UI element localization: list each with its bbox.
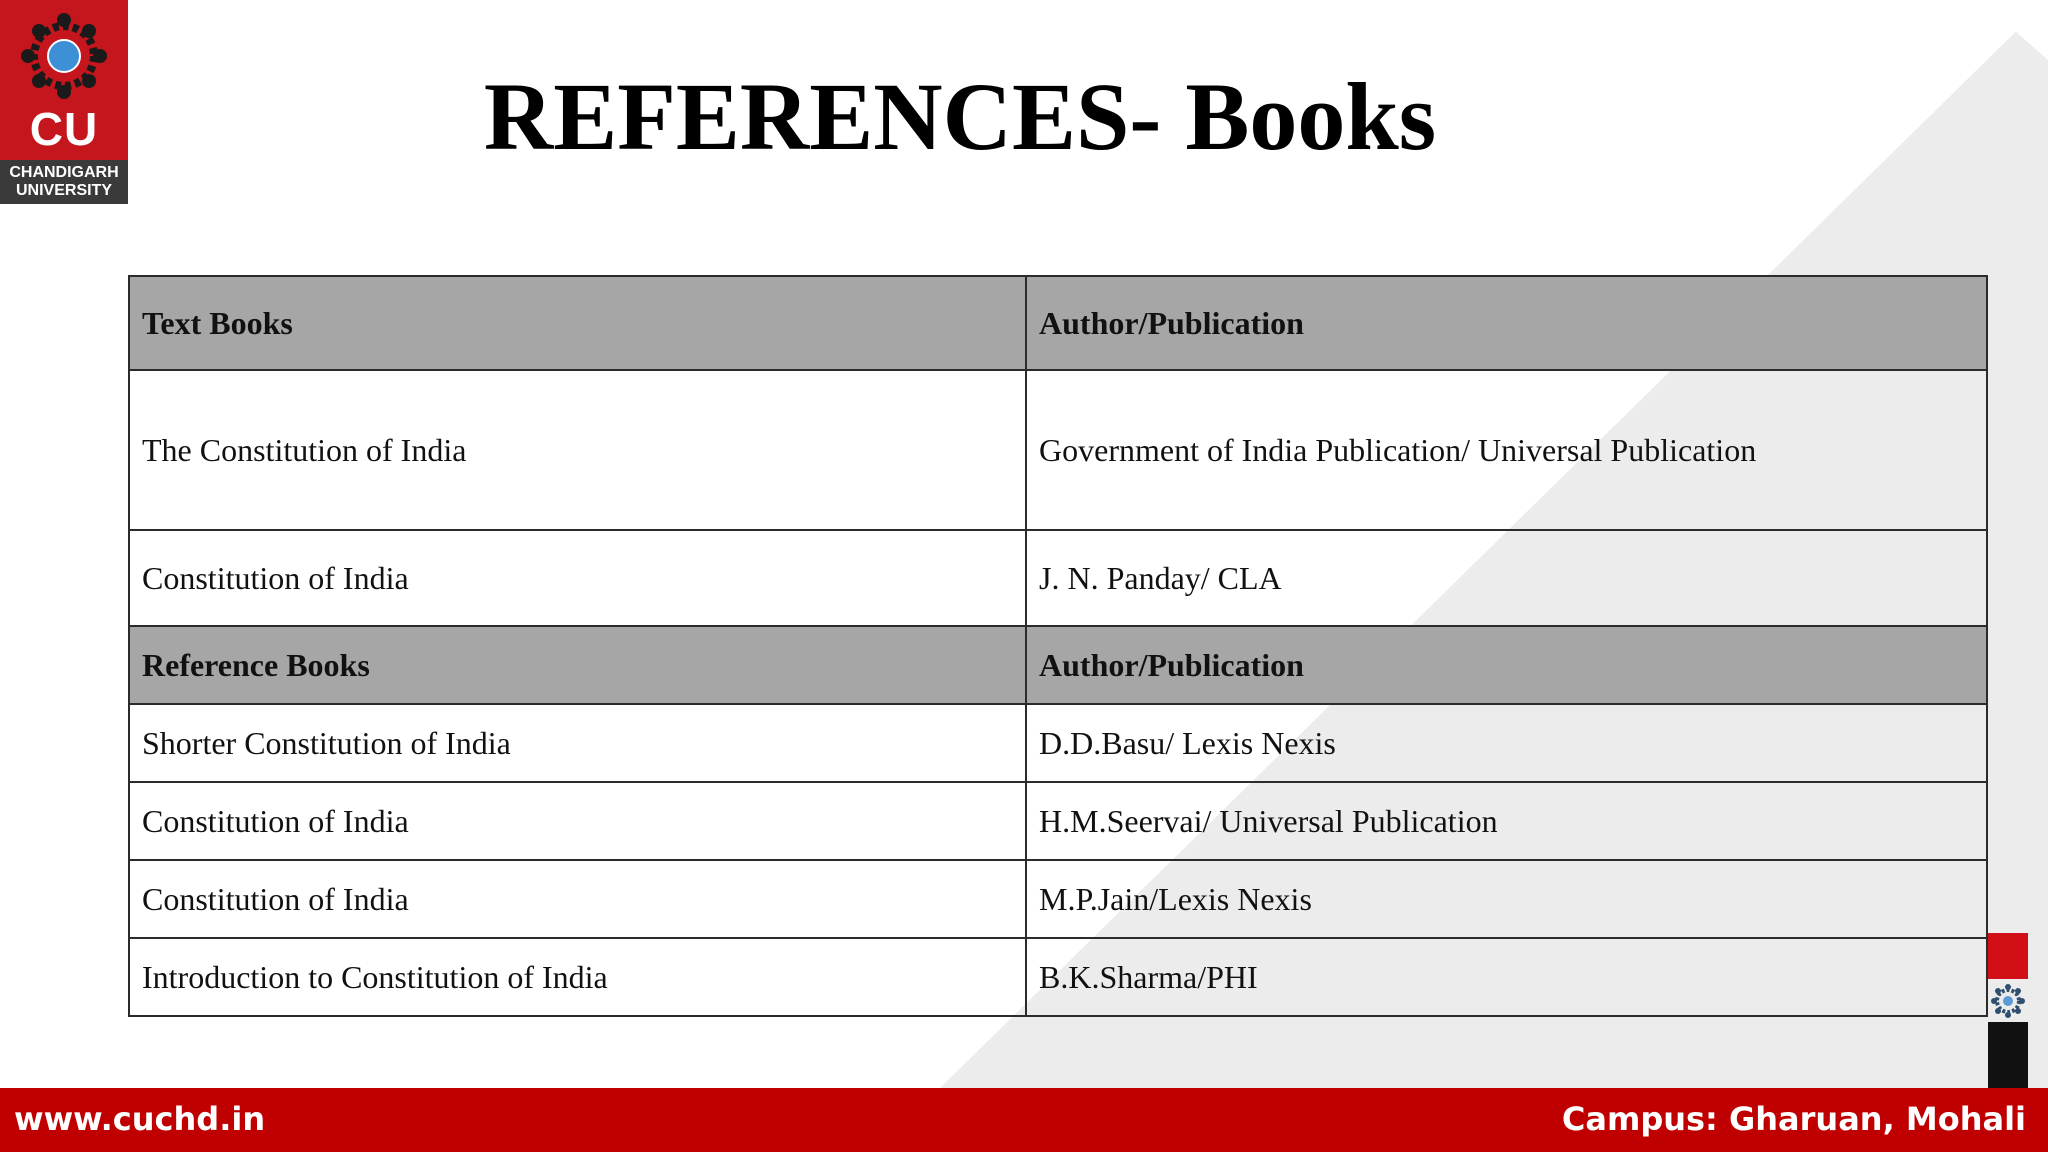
- references-table: [128, 275, 1988, 1017]
- book-author: Government of India Publication/ Universal Publication: [1026, 370, 1987, 530]
- footer-campus: Campus: Gharuan, Mohali: [1561, 1100, 2026, 1138]
- table-row: [129, 370, 1987, 530]
- text-books-header: Text Books: [129, 276, 1026, 370]
- footer-bar: [0, 1088, 2048, 1152]
- reference-books-header: Reference Books: [129, 626, 1026, 704]
- book-author: D.D.Basu/ Lexis Nexis: [1026, 704, 1987, 782]
- author-publication-header: Author/Publication: [1026, 626, 1987, 704]
- author-publication-header: Author/Publication: [1026, 276, 1987, 370]
- book-title: Constitution of India: [129, 530, 1026, 626]
- table-row: [129, 704, 1987, 782]
- book-author: H.M.Seervai/ Universal Publication: [1026, 782, 1987, 860]
- logo-line2: UNIVERSITY: [15, 182, 112, 199]
- table-row: [129, 860, 1987, 938]
- book-title: Introduction to Constitution of India: [129, 938, 1026, 1016]
- logo-initials: CU: [29, 103, 99, 155]
- page-title: REFERENCES- Books: [483, 63, 1437, 170]
- logo-line1: CHANDIGARH: [9, 164, 119, 181]
- table-row: [129, 530, 1987, 626]
- table-row: [129, 938, 1987, 1016]
- book-title: Constitution of India: [129, 860, 1026, 938]
- book-author: J. N. Panday/ CLA: [1026, 530, 1987, 626]
- table-row: [129, 782, 1987, 860]
- book-title: Shorter Constitution of India: [129, 704, 1026, 782]
- text-books-header-row: [129, 276, 1987, 370]
- side-accent-black: [1988, 1022, 2028, 1088]
- book-author: M.P.Jain/Lexis Nexis: [1026, 860, 1987, 938]
- footer-website: www.cuchd.in: [14, 1100, 266, 1138]
- gear-icon: [1988, 981, 2028, 1021]
- reference-books-header-row: [129, 626, 1987, 704]
- side-accent-red: [1988, 933, 2028, 979]
- book-author: B.K.Sharma/PHI: [1026, 938, 1987, 1016]
- book-title: Constitution of India: [129, 782, 1026, 860]
- book-title: The Constitution of India: [129, 370, 1026, 530]
